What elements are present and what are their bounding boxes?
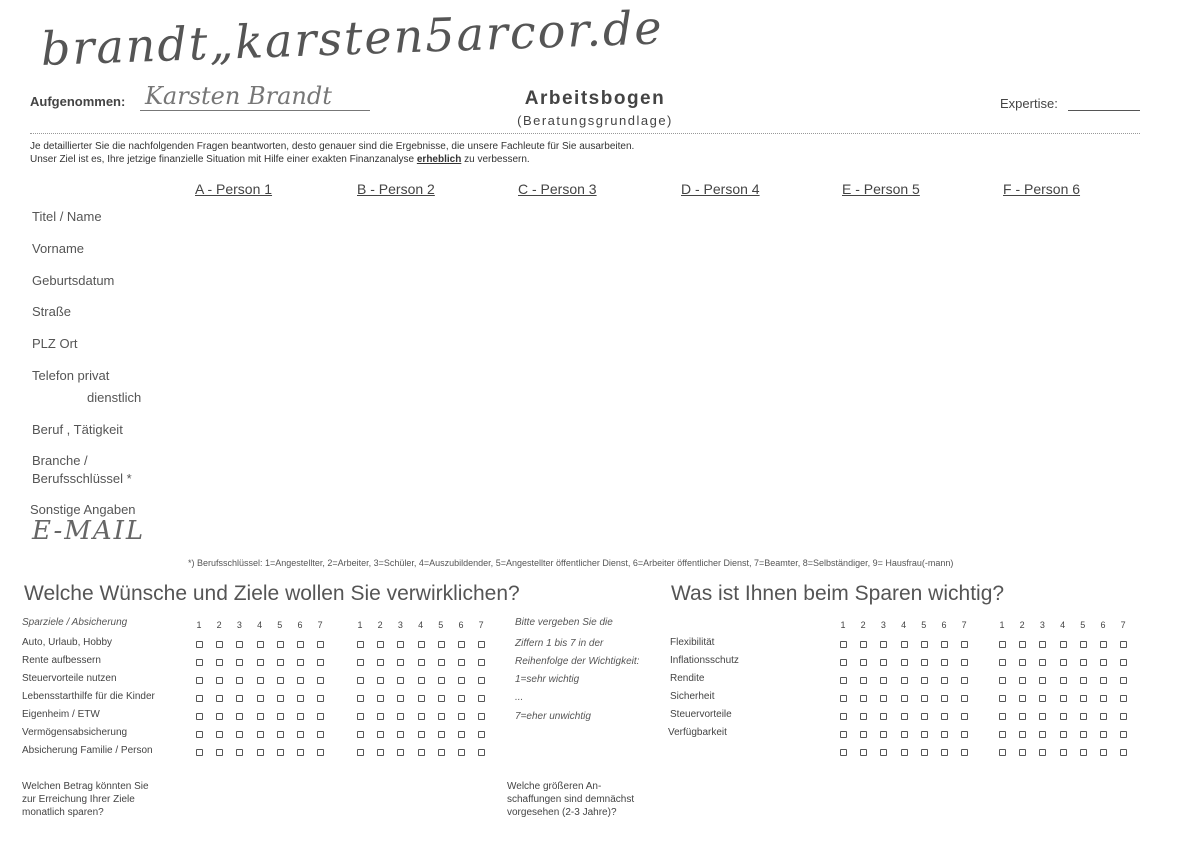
sparziel-checkbox[interactable]	[196, 641, 203, 648]
sparen-b-checkbox[interactable]	[1019, 713, 1026, 720]
sparen-checkbox[interactable]	[921, 659, 928, 666]
sparziel-b-checkbox[interactable]	[458, 749, 465, 756]
sparziel-checkbox[interactable]	[317, 713, 324, 720]
section-title-wuensche: Welche Wünsche und Ziele wollen Sie verwirklichen?	[24, 582, 520, 605]
sparen-checkbox[interactable]	[880, 677, 887, 684]
sparen-checkbox[interactable]	[840, 659, 847, 666]
sparziel-b-checkbox[interactable]	[418, 749, 425, 756]
question-monthly-savings-line-1: Welchen Betrag könnten Sie	[22, 781, 149, 792]
sparziel-b-column-number: 4	[418, 620, 424, 630]
person-header-f: F - Person 6	[1003, 181, 1081, 197]
sparen-checkbox[interactable]	[860, 641, 867, 648]
sparen-b-checkbox[interactable]	[1060, 695, 1067, 702]
sparen-b-checkbox[interactable]	[1120, 749, 1127, 756]
sparen-checkbox[interactable]	[901, 641, 908, 648]
sparen-b-checkbox[interactable]	[1120, 713, 1127, 720]
question-monthly-savings-line-2: zur Erreichung Ihrer Ziele	[22, 794, 135, 805]
sparen-checkbox[interactable]	[840, 749, 847, 756]
sparziel-checkbox[interactable]	[297, 713, 304, 720]
sparziel-checkbox[interactable]	[277, 713, 284, 720]
sparziel-item: Absicherung Familie / Person	[22, 745, 153, 756]
sparen-b-checkbox[interactable]	[1019, 695, 1026, 702]
sparen-b-checkbox[interactable]	[1039, 731, 1046, 738]
sparen-checkbox[interactable]	[901, 731, 908, 738]
sparen-column-number: 2	[860, 620, 866, 630]
sparen-b-column-number: 4	[1060, 620, 1066, 630]
row-plz-ort: PLZ Ort	[32, 336, 78, 351]
sparziel-checkbox[interactable]	[236, 641, 243, 648]
sparen-checkbox[interactable]	[860, 749, 867, 756]
sparen-b-column-number: 6	[1100, 620, 1106, 630]
sparziel-b-checkbox[interactable]	[377, 749, 384, 756]
sparziel-checkbox[interactable]	[297, 641, 304, 648]
sparziel-b-checkbox[interactable]	[478, 749, 485, 756]
sparziel-b-checkbox[interactable]	[377, 731, 384, 738]
sparen-b-checkbox[interactable]	[1060, 731, 1067, 738]
sparziel-b-checkbox[interactable]	[397, 659, 404, 666]
sparziel-b-checkbox[interactable]	[397, 695, 404, 702]
sparen-checkbox[interactable]	[921, 677, 928, 684]
sparen-item: Rendite	[670, 673, 705, 684]
row-berufsschluessel: Berufsschlüssel *	[32, 471, 132, 486]
handwritten-email-note: E-MAIL	[32, 516, 146, 546]
sparziel-b-checkbox[interactable]	[458, 659, 465, 666]
sparziel-checkbox[interactable]	[236, 749, 243, 756]
sparziel-checkbox[interactable]	[317, 677, 324, 684]
sparen-checkbox[interactable]	[921, 731, 928, 738]
section-title-sparen: Was ist Ihnen beim Sparen wichtig?	[671, 582, 1005, 605]
sparen-checkbox[interactable]	[921, 713, 928, 720]
sparziel-b-checkbox[interactable]	[438, 677, 445, 684]
instruction-line-1: Bitte vergeben Sie die	[515, 617, 613, 628]
sparen-checkbox[interactable]	[840, 677, 847, 684]
sparziel-b-checkbox[interactable]	[478, 695, 485, 702]
sparziel-b-checkbox[interactable]	[458, 731, 465, 738]
sparen-b-checkbox[interactable]	[1080, 749, 1087, 756]
sparziel-column-number: 2	[216, 620, 222, 630]
sparen-b-checkbox[interactable]	[1100, 749, 1107, 756]
sparen-column-number: 5	[921, 620, 927, 630]
sparziel-checkbox[interactable]	[277, 641, 284, 648]
sparen-b-checkbox[interactable]	[1039, 641, 1046, 648]
sparziel-checkbox[interactable]	[297, 731, 304, 738]
sparziel-b-checkbox[interactable]	[397, 677, 404, 684]
sparen-b-checkbox[interactable]	[999, 713, 1006, 720]
sparziel-b-checkbox[interactable]	[458, 695, 465, 702]
row-strasse: Straße	[32, 304, 72, 319]
sparen-b-checkbox[interactable]	[1060, 641, 1067, 648]
sparziel-checkbox[interactable]	[216, 731, 223, 738]
sparen-item: Flexibilität	[670, 637, 715, 648]
sparen-checkbox[interactable]	[961, 659, 968, 666]
sparziel-checkbox[interactable]	[196, 731, 203, 738]
sparen-b-checkbox[interactable]	[1060, 677, 1067, 684]
sparen-checkbox[interactable]	[901, 749, 908, 756]
person-header-e: E - Person 5	[842, 181, 920, 197]
sparziel-b-checkbox[interactable]	[458, 641, 465, 648]
sparen-b-checkbox[interactable]	[1039, 713, 1046, 720]
question-monthly-savings	[22, 780, 149, 819]
sparen-column-number: 7	[961, 620, 967, 630]
sparziel-checkbox[interactable]	[317, 659, 324, 666]
sparziel-checkbox[interactable]	[257, 659, 264, 666]
sparziel-checkbox[interactable]	[216, 749, 223, 756]
sparziel-item: Vermögensabsicherung	[22, 727, 128, 738]
intro-line-2-suffix: zu verbessern.	[464, 154, 530, 165]
question-monthly-savings-line-3: monatlich sparen?	[22, 807, 104, 818]
sparziel-column-number: 6	[297, 620, 303, 630]
footnote-berufsschluessel: *) Berufsschlüssel: 1=Angestellter, 2=Arbeiter, 3=Schüler, 4=Auszubildender, 5=Angestellter öffentlicher Dienst, 6=Arbeiter öffentlicher Dienst, 7=Beamter, 8=Selbständiger, 9= Hausfrau(-mann)	[188, 558, 954, 568]
sparen-column-number: 1	[840, 620, 846, 630]
instruction-line-5: ...	[515, 692, 524, 703]
person-header-c: C - Person 3	[518, 181, 597, 197]
sparziel-b-checkbox[interactable]	[377, 659, 384, 666]
sparen-checkbox[interactable]	[941, 749, 948, 756]
sparen-b-checkbox[interactable]	[1019, 659, 1026, 666]
sparziel-checkbox[interactable]	[216, 695, 223, 702]
sparziel-checkbox[interactable]	[236, 659, 243, 666]
sparziel-b-checkbox[interactable]	[438, 749, 445, 756]
sparziel-b-column-number: 3	[397, 620, 403, 630]
row-titel-name: Titel / Name	[32, 209, 102, 224]
sparen-b-checkbox[interactable]	[1120, 677, 1127, 684]
sparziel-b-checkbox[interactable]	[357, 641, 364, 648]
sparen-b-checkbox[interactable]	[1039, 659, 1046, 666]
sparziel-b-checkbox[interactable]	[357, 731, 364, 738]
sparziel-checkbox[interactable]	[257, 641, 264, 648]
row-sonstige-angaben: Sonstige Angaben	[30, 502, 136, 517]
sparen-checkbox[interactable]	[941, 641, 948, 648]
sparziel-column-number: 3	[236, 620, 242, 630]
sparen-b-checkbox[interactable]	[1100, 659, 1107, 666]
sparziel-b-checkbox[interactable]	[357, 695, 364, 702]
sparen-checkbox[interactable]	[921, 749, 928, 756]
sparen-checkbox[interactable]	[961, 695, 968, 702]
sparziel-checkbox[interactable]	[297, 695, 304, 702]
sparziel-b-checkbox[interactable]	[438, 659, 445, 666]
sparen-item: Sicherheit	[670, 691, 715, 702]
sparen-checkbox[interactable]	[941, 659, 948, 666]
sparziel-b-checkbox[interactable]	[377, 641, 384, 648]
person-header-a: A - Person 1	[195, 181, 273, 197]
sparziel-b-column-number: 5	[438, 620, 444, 630]
sparen-b-checkbox[interactable]	[1019, 641, 1026, 648]
sparziel-b-checkbox[interactable]	[357, 659, 364, 666]
sparziel-checkbox[interactable]	[257, 677, 264, 684]
row-telefon-dienstlich: dienstlich	[87, 390, 142, 405]
sparziel-b-checkbox[interactable]	[397, 731, 404, 738]
intro-line-2-emphasis: erheblich	[416, 154, 462, 165]
sparziel-item: Eigenheim / ETW	[22, 709, 100, 720]
sparen-b-checkbox[interactable]	[1080, 677, 1087, 684]
sparziel-item: Lebensstarthilfe für die Kinder	[22, 691, 155, 702]
sparen-checkbox[interactable]	[941, 731, 948, 738]
sparen-b-column-number: 7	[1120, 620, 1126, 630]
instruction-line-2: Ziffern 1 bis 7 in der	[515, 638, 604, 649]
sparen-item: Verfügbarkeit	[668, 727, 727, 738]
sparen-checkbox[interactable]	[880, 749, 887, 756]
sparziel-b-checkbox[interactable]	[397, 749, 404, 756]
sparen-b-checkbox[interactable]	[999, 677, 1006, 684]
intro-line-1: Je detaillierter Sie die nachfolgenden Fragen beantworten, desto genauer sind die Ergebnisse, die unsere Fachleute für Sie ausarbeiten.	[30, 141, 635, 152]
sparen-checkbox[interactable]	[840, 695, 847, 702]
sparziel-checkbox[interactable]	[216, 677, 223, 684]
sparen-b-checkbox[interactable]	[1100, 695, 1107, 702]
sparziel-b-checkbox[interactable]	[357, 713, 364, 720]
expertise-field[interactable]	[1068, 110, 1140, 111]
sparziel-b-checkbox[interactable]	[458, 713, 465, 720]
sparziel-checkbox[interactable]	[236, 731, 243, 738]
sparziel-checkbox[interactable]	[196, 713, 203, 720]
sparziel-checkbox[interactable]	[277, 695, 284, 702]
sparziel-column-number: 1	[196, 620, 202, 630]
sparziel-checkbox[interactable]	[216, 641, 223, 648]
sparen-b-checkbox[interactable]	[1100, 731, 1107, 738]
intro-line-2-prefix: Unser Ziel ist es, Ihre jetzige finanzielle Situation mit Hilfe einer exakten Finanzanalyse	[30, 154, 415, 165]
sparziel-b-checkbox[interactable]	[438, 713, 445, 720]
sparen-b-checkbox[interactable]	[1100, 641, 1107, 648]
sparziel-b-column-number: 6	[458, 620, 464, 630]
sparziel-checkbox[interactable]	[236, 677, 243, 684]
sparziel-column-number: 4	[257, 620, 263, 630]
sparziel-checkbox[interactable]	[277, 677, 284, 684]
sparen-b-checkbox[interactable]	[1019, 731, 1026, 738]
sparziel-checkbox[interactable]	[236, 695, 243, 702]
sparziel-item: Steuervorteile nutzen	[22, 673, 117, 684]
sparziel-checkbox[interactable]	[297, 677, 304, 684]
sparen-b-column-number: 1	[999, 620, 1005, 630]
aufgenommen-label: Aufgenommen:	[30, 94, 126, 109]
sparziel-checkbox[interactable]	[257, 695, 264, 702]
sparziel-b-checkbox[interactable]	[438, 641, 445, 648]
aufgenommen-signature: Karsten Brandt	[145, 82, 332, 110]
sparen-checkbox[interactable]	[860, 713, 867, 720]
sparen-column-number: 4	[901, 620, 907, 630]
sparen-b-checkbox[interactable]	[1120, 659, 1127, 666]
sparziel-b-checkbox[interactable]	[377, 677, 384, 684]
sparen-b-column-number: 5	[1080, 620, 1086, 630]
form-subtitle: (Beratungsgrundlage)	[517, 113, 673, 128]
sparen-checkbox[interactable]	[860, 695, 867, 702]
sparen-checkbox[interactable]	[961, 749, 968, 756]
sparziel-checkbox[interactable]	[297, 659, 304, 666]
sparziel-checkbox[interactable]	[277, 749, 284, 756]
sparen-checkbox[interactable]	[961, 641, 968, 648]
sparziel-b-checkbox[interactable]	[418, 659, 425, 666]
sparen-checkbox[interactable]	[860, 677, 867, 684]
sparen-b-checkbox[interactable]	[1019, 749, 1026, 756]
sparziel-b-checkbox[interactable]	[478, 659, 485, 666]
sparziel-checkbox[interactable]	[196, 659, 203, 666]
sparen-checkbox[interactable]	[880, 695, 887, 702]
sparziel-b-checkbox[interactable]	[357, 749, 364, 756]
sparen-checkbox[interactable]	[921, 641, 928, 648]
sparen-b-checkbox[interactable]	[1100, 677, 1107, 684]
header-divider	[30, 133, 1140, 134]
sparen-item: Inflationsschutz	[670, 655, 739, 666]
sparziel-b-checkbox[interactable]	[357, 677, 364, 684]
sparen-column-number: 3	[880, 620, 886, 630]
sparen-b-checkbox[interactable]	[999, 641, 1006, 648]
handwritten-email: brandt„karsten5arcor.de	[40, 0, 665, 76]
person-header-d: D - Person 4	[681, 181, 760, 197]
sparen-b-checkbox[interactable]	[999, 659, 1006, 666]
sparen-b-checkbox[interactable]	[999, 695, 1006, 702]
row-branche: Branche /	[32, 453, 88, 468]
aufgenommen-line	[140, 110, 370, 111]
instruction-line-3: Reihenfolge der Wichtigkeit:	[515, 656, 640, 667]
question-purchases-line-2: schaffungen sind demnächst	[507, 794, 635, 805]
row-beruf: Beruf , Tätigkeit	[32, 422, 123, 437]
sparziel-b-checkbox[interactable]	[418, 713, 425, 720]
sparziel-checkbox[interactable]	[216, 713, 223, 720]
sparziel-checkbox[interactable]	[216, 659, 223, 666]
question-purchases	[507, 780, 634, 819]
sparziele-header: Sparziele / Absicherung	[22, 617, 128, 628]
expertise-label: Expertise:	[1000, 96, 1058, 111]
sparziel-checkbox[interactable]	[317, 731, 324, 738]
sparziel-b-checkbox[interactable]	[458, 677, 465, 684]
sparen-b-checkbox[interactable]	[1080, 659, 1087, 666]
sparziel-b-checkbox[interactable]	[418, 677, 425, 684]
sparen-b-checkbox[interactable]	[1080, 713, 1087, 720]
sparziel-b-checkbox[interactable]	[478, 713, 485, 720]
sparziel-b-checkbox[interactable]	[478, 731, 485, 738]
sparen-checkbox[interactable]	[880, 659, 887, 666]
sparziel-checkbox[interactable]	[196, 749, 203, 756]
sparen-checkbox[interactable]	[901, 677, 908, 684]
sparen-column-number: 6	[941, 620, 947, 630]
sparen-checkbox[interactable]	[961, 677, 968, 684]
sparen-checkbox[interactable]	[921, 695, 928, 702]
sparziel-checkbox[interactable]	[317, 695, 324, 702]
sparziel-checkbox[interactable]	[236, 713, 243, 720]
instruction-line-6: 7=eher unwichtig	[515, 711, 591, 722]
sparziel-checkbox[interactable]	[257, 713, 264, 720]
sparziel-checkbox[interactable]	[196, 677, 203, 684]
sparen-checkbox[interactable]	[901, 659, 908, 666]
sparziel-checkbox[interactable]	[317, 641, 324, 648]
sparen-checkbox[interactable]	[860, 731, 867, 738]
sparen-b-checkbox[interactable]	[1100, 713, 1107, 720]
sparziel-b-column-number: 1	[357, 620, 363, 630]
intro-line-2	[30, 154, 530, 165]
sparen-checkbox[interactable]	[840, 731, 847, 738]
sparziel-checkbox[interactable]	[277, 659, 284, 666]
sparen-b-checkbox[interactable]	[1060, 713, 1067, 720]
sparen-b-checkbox[interactable]	[1060, 749, 1067, 756]
person-header-b: B - Person 2	[357, 181, 435, 197]
sparen-b-checkbox[interactable]	[1019, 677, 1026, 684]
sparen-checkbox[interactable]	[880, 713, 887, 720]
sparziel-item: Auto, Urlaub, Hobby	[22, 637, 113, 648]
sparen-b-checkbox[interactable]	[999, 731, 1006, 738]
sparziel-b-checkbox[interactable]	[377, 695, 384, 702]
sparziel-b-checkbox[interactable]	[478, 641, 485, 648]
question-purchases-line-3: vorgesehen (2-3 Jahre)?	[507, 807, 617, 818]
sparen-b-column-number: 3	[1039, 620, 1045, 630]
sparziel-b-checkbox[interactable]	[377, 713, 384, 720]
sparen-checkbox[interactable]	[840, 713, 847, 720]
sparziel-b-checkbox[interactable]	[397, 641, 404, 648]
form-title: Arbeitsbogen	[524, 88, 666, 109]
sparen-checkbox[interactable]	[860, 659, 867, 666]
sparen-b-column-number: 2	[1019, 620, 1025, 630]
row-geburtsdatum: Geburtsdatum	[32, 273, 115, 288]
sparen-b-checkbox[interactable]	[1080, 731, 1087, 738]
sparziel-b-column-number: 7	[478, 620, 484, 630]
sparen-b-checkbox[interactable]	[999, 749, 1006, 756]
sparen-checkbox[interactable]	[961, 713, 968, 720]
sparen-b-checkbox[interactable]	[1120, 641, 1127, 648]
sparen-checkbox[interactable]	[880, 641, 887, 648]
sparen-checkbox[interactable]	[941, 713, 948, 720]
sparziel-checkbox[interactable]	[257, 731, 264, 738]
sparziel-checkbox[interactable]	[277, 731, 284, 738]
sparziel-checkbox[interactable]	[257, 749, 264, 756]
instruction-line-4: 1=sehr wichtig	[515, 674, 580, 685]
sparziel-b-checkbox[interactable]	[418, 695, 425, 702]
sparziel-checkbox[interactable]	[297, 749, 304, 756]
sparen-b-checkbox[interactable]	[1039, 677, 1046, 684]
sparen-checkbox[interactable]	[901, 695, 908, 702]
sparziel-b-checkbox[interactable]	[478, 677, 485, 684]
sparziel-item: Rente aufbessern	[22, 655, 101, 666]
sparen-b-checkbox[interactable]	[1060, 659, 1067, 666]
sparziel-b-checkbox[interactable]	[438, 695, 445, 702]
sparen-b-checkbox[interactable]	[1039, 749, 1046, 756]
sparziel-column-number: 5	[277, 620, 283, 630]
sparen-b-checkbox[interactable]	[1080, 695, 1087, 702]
sparen-checkbox[interactable]	[880, 731, 887, 738]
sparen-checkbox[interactable]	[941, 677, 948, 684]
sparen-checkbox[interactable]	[840, 641, 847, 648]
sparen-checkbox[interactable]	[961, 731, 968, 738]
sparziel-b-column-number: 2	[377, 620, 383, 630]
sparziel-checkbox[interactable]	[317, 749, 324, 756]
sparziel-b-checkbox[interactable]	[418, 641, 425, 648]
sparziel-column-number: 7	[317, 620, 323, 630]
sparen-checkbox[interactable]	[901, 713, 908, 720]
sparziel-b-checkbox[interactable]	[438, 731, 445, 738]
sparen-b-checkbox[interactable]	[1120, 695, 1127, 702]
sparziel-b-checkbox[interactable]	[397, 713, 404, 720]
row-vorname: Vorname	[32, 241, 85, 256]
sparen-checkbox[interactable]	[941, 695, 948, 702]
sparziel-b-checkbox[interactable]	[418, 731, 425, 738]
sparen-item: Steuervorteile	[670, 709, 732, 720]
question-purchases-line-1: Welche größeren An-	[507, 781, 602, 792]
sparen-b-checkbox[interactable]	[1039, 695, 1046, 702]
sparen-b-checkbox[interactable]	[1120, 731, 1127, 738]
sparziel-checkbox[interactable]	[196, 695, 203, 702]
row-telefon-privat: Telefon privat	[32, 368, 110, 383]
sparen-b-checkbox[interactable]	[1080, 641, 1087, 648]
